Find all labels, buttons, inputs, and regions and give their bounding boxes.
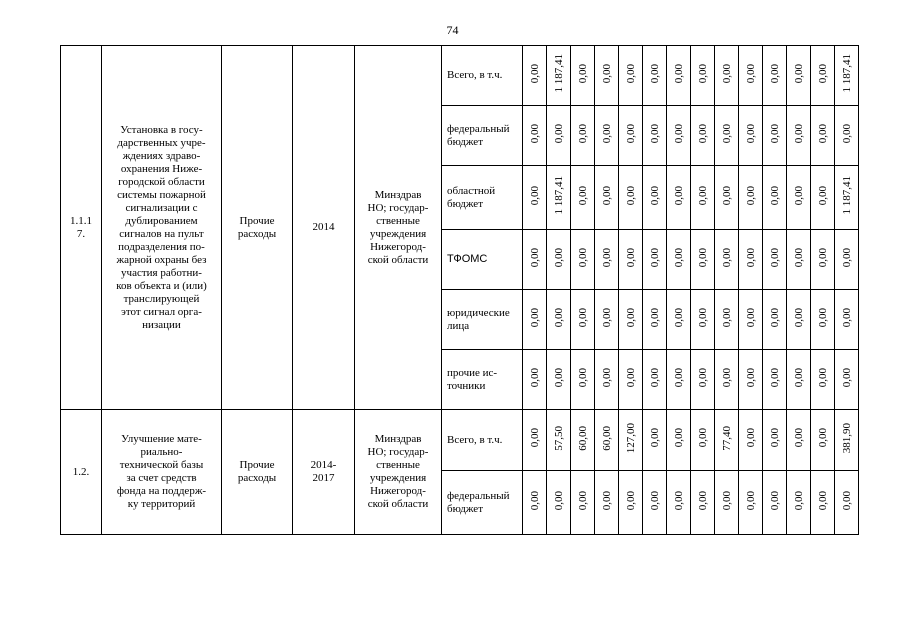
- amount-value: 0,00: [792, 247, 805, 268]
- amount-value: 0,00: [624, 307, 637, 328]
- amount-cell: [595, 106, 619, 166]
- expense-type: [222, 46, 293, 410]
- amount-value: 0,00: [744, 63, 757, 84]
- amount-cell: [547, 166, 571, 230]
- amount-value: 0,00: [696, 247, 709, 268]
- amount-value: 0,00: [624, 185, 637, 206]
- amount-cell: [691, 230, 715, 290]
- amount-cell: [595, 166, 619, 230]
- amount-value: 1 187,41: [552, 54, 565, 93]
- amount-cell: [787, 106, 811, 166]
- amount-cell: [835, 350, 859, 410]
- funding-source-text: Всего, в т.ч.: [447, 433, 503, 446]
- amount-cell: [667, 106, 691, 166]
- amount-value: 0,00: [840, 367, 853, 388]
- amount-value: 0,00: [816, 428, 829, 448]
- amount-cell: [523, 230, 547, 290]
- amount-value: 0,00: [816, 307, 829, 328]
- funding-source: [442, 46, 523, 106]
- amount-value: 0,00: [696, 490, 709, 511]
- amount-value: 0,00: [624, 63, 637, 84]
- amount-cell: [667, 46, 691, 106]
- amount-cell: [523, 46, 547, 106]
- amount-value: 0,00: [528, 367, 541, 388]
- amount-value: 0,00: [552, 490, 565, 511]
- funding-source: [442, 350, 523, 410]
- amount-cell: [787, 166, 811, 230]
- executor-text: Минздрав НО; государ- ственные учреждения Нижегород- ской области: [367, 188, 429, 266]
- amount-cell: [643, 471, 667, 535]
- amount-cell: [739, 471, 763, 535]
- amount-cell: [715, 46, 739, 106]
- amount-value: 0,00: [696, 367, 709, 388]
- amount-value: 0,00: [672, 123, 685, 144]
- amount-cell: [523, 471, 547, 535]
- amount-value: 0,00: [576, 307, 589, 328]
- amount-value: 0,00: [552, 367, 565, 388]
- amount-cell: [571, 471, 595, 535]
- amount-value: 0,00: [648, 63, 661, 84]
- amount-cell: [715, 410, 739, 471]
- amount-cell: [739, 106, 763, 166]
- amount-value: 0,00: [768, 63, 781, 84]
- amount-cell: [811, 106, 835, 166]
- amount-value: 0,00: [528, 185, 541, 206]
- amount-value: 0,00: [576, 367, 589, 388]
- item-code-text: 1.1.1 7.: [70, 214, 92, 240]
- amount-cell: [811, 230, 835, 290]
- amount-cell: [643, 350, 667, 410]
- amount-value: 0,00: [672, 307, 685, 328]
- amount-value: 0,00: [648, 247, 661, 268]
- amount-value: 0,00: [792, 307, 805, 328]
- item-code: [61, 46, 102, 410]
- amount-value: 0,00: [720, 307, 733, 328]
- amount-cell: [691, 350, 715, 410]
- amount-cell: [811, 290, 835, 350]
- amount-value: 381,90: [840, 422, 853, 454]
- amount-value: 0,00: [648, 367, 661, 388]
- amount-value: 1 187,41: [840, 176, 853, 215]
- amount-cell: [739, 410, 763, 471]
- amount-value: 0,00: [792, 63, 805, 84]
- amount-cell: [787, 471, 811, 535]
- amount-value: 0,00: [672, 247, 685, 268]
- amount-cell: [787, 230, 811, 290]
- amount-cell: [571, 410, 595, 471]
- amount-value: 0,00: [624, 247, 637, 268]
- amount-cell: [667, 290, 691, 350]
- amount-value: 0,00: [720, 185, 733, 206]
- implementation-period-text: 2014: [312, 221, 335, 233]
- amount-cell: [787, 350, 811, 410]
- amount-cell: [763, 471, 787, 535]
- amount-value: 0,00: [720, 367, 733, 388]
- amount-cell: [787, 410, 811, 471]
- amount-cell: [643, 230, 667, 290]
- amount-value: 0,00: [744, 490, 757, 511]
- amount-value: 0,00: [840, 247, 853, 268]
- expense-type: [222, 410, 293, 535]
- amount-value: 0,00: [576, 185, 589, 206]
- amount-value: 0,00: [696, 185, 709, 206]
- amount-cell: [619, 290, 643, 350]
- amount-cell: [667, 471, 691, 535]
- amount-value: 0,00: [672, 63, 685, 84]
- amount-value: 77,40: [720, 425, 733, 451]
- amount-value: 0,00: [768, 428, 781, 448]
- amount-value: 0,00: [648, 490, 661, 511]
- funding-source-text: ТФОМС: [447, 253, 488, 265]
- amount-value: 0,00: [672, 185, 685, 206]
- amount-cell: [667, 410, 691, 471]
- amount-cell: [547, 290, 571, 350]
- amount-value: 0,00: [600, 490, 613, 511]
- amount-value: 0,00: [600, 123, 613, 144]
- item-description-text: Улучшение мате- риально- технической базы за счет средств фонда на поддерж- ку территорий: [116, 433, 207, 510]
- amount-value: 0,00: [816, 490, 829, 511]
- amount-cell: [691, 46, 715, 106]
- amount-cell: [835, 106, 859, 166]
- amount-cell: [835, 230, 859, 290]
- amount-value: 0,00: [816, 367, 829, 388]
- expense-type-text: Прочие расходы: [237, 459, 277, 484]
- funding-source: [442, 290, 523, 350]
- amount-value: 0,00: [792, 428, 805, 448]
- amount-cell: [595, 350, 619, 410]
- amount-cell: [763, 46, 787, 106]
- amount-cell: [715, 166, 739, 230]
- amount-cell: [715, 230, 739, 290]
- amount-cell: [619, 350, 643, 410]
- amount-cell: [523, 166, 547, 230]
- amount-cell: [523, 350, 547, 410]
- amount-cell: [547, 46, 571, 106]
- implementation-period: [293, 46, 355, 410]
- amount-cell: [763, 230, 787, 290]
- table-row: [61, 46, 859, 106]
- amount-value: 0,00: [624, 123, 637, 144]
- amount-cell: [571, 106, 595, 166]
- amount-cell: [523, 290, 547, 350]
- item-code-text: 1.2.: [72, 465, 90, 478]
- amount-cell: [571, 350, 595, 410]
- executor: [355, 46, 442, 410]
- amount-value: 0,00: [720, 63, 733, 84]
- amount-cell: [643, 290, 667, 350]
- amount-value: 0,00: [792, 185, 805, 206]
- amount-value: 0,00: [672, 428, 685, 448]
- amount-cell: [763, 350, 787, 410]
- amount-cell: [667, 350, 691, 410]
- funding-source-text: прочие ис- точники: [447, 366, 498, 392]
- amount-value: 0,00: [696, 123, 709, 144]
- amount-value: 0,00: [552, 247, 565, 268]
- amount-cell: [787, 46, 811, 106]
- amount-cell: [619, 410, 643, 471]
- amount-value: 0,00: [720, 490, 733, 511]
- amount-value: 0,00: [600, 367, 613, 388]
- amount-value: 0,00: [744, 123, 757, 144]
- amount-cell: [835, 166, 859, 230]
- amount-cell: [787, 290, 811, 350]
- amount-cell: [739, 350, 763, 410]
- amount-value: 0,00: [528, 307, 541, 328]
- amount-value: 0,00: [768, 490, 781, 511]
- amount-value: 0,00: [720, 123, 733, 144]
- amount-cell: [667, 230, 691, 290]
- item-code: [61, 410, 102, 535]
- amount-cell: [835, 471, 859, 535]
- amount-value: 0,00: [624, 490, 637, 511]
- budget-table: [60, 45, 859, 535]
- implementation-period: [293, 410, 355, 535]
- funding-source-text: юридические лица: [447, 306, 510, 332]
- amount-value: 0,00: [576, 490, 589, 511]
- funding-source-text: федеральный бюджет: [447, 122, 510, 148]
- amount-cell: [571, 290, 595, 350]
- amount-cell: [547, 471, 571, 535]
- amount-cell: [715, 350, 739, 410]
- amount-value: 0,00: [696, 428, 709, 448]
- amount-value: 0,00: [624, 367, 637, 388]
- amount-cell: [523, 106, 547, 166]
- funding-source: [442, 410, 523, 471]
- amount-value: 60,00: [576, 425, 589, 451]
- amount-cell: [691, 471, 715, 535]
- amount-cell: [763, 410, 787, 471]
- item-description: [102, 410, 222, 535]
- amount-value: 0,00: [552, 307, 565, 328]
- amount-value: 0,00: [840, 307, 853, 328]
- amount-value: 0,00: [816, 185, 829, 206]
- amount-value: 0,00: [840, 490, 853, 511]
- amount-cell: [523, 410, 547, 471]
- amount-value: 0,00: [816, 123, 829, 144]
- amount-value: 0,00: [792, 123, 805, 144]
- amount-cell: [811, 46, 835, 106]
- amount-value: 0,00: [840, 123, 853, 144]
- amount-value: 0,00: [696, 63, 709, 84]
- amount-value: 0,00: [600, 247, 613, 268]
- amount-cell: [739, 230, 763, 290]
- implementation-period-text: 2014- 2017: [310, 459, 337, 484]
- amount-value: 0,00: [648, 307, 661, 328]
- amount-cell: [595, 290, 619, 350]
- amount-cell: [547, 350, 571, 410]
- amount-value: 0,00: [744, 247, 757, 268]
- funding-source-text: областной бюджет: [447, 184, 496, 210]
- amount-cell: [571, 230, 595, 290]
- amount-cell: [763, 166, 787, 230]
- amount-value: 0,00: [792, 367, 805, 388]
- executor: [355, 410, 442, 535]
- amount-value: 0,00: [648, 185, 661, 206]
- amount-cell: [811, 410, 835, 471]
- funding-source: [442, 106, 523, 166]
- amount-cell: [643, 46, 667, 106]
- amount-cell: [595, 230, 619, 290]
- amount-cell: [811, 350, 835, 410]
- amount-value: 0,00: [600, 63, 613, 84]
- amount-value: 0,00: [816, 247, 829, 268]
- amount-value: 0,00: [672, 367, 685, 388]
- amount-cell: [835, 290, 859, 350]
- amount-value: 0,00: [576, 247, 589, 268]
- amount-value: 0,00: [648, 123, 661, 144]
- table-row: [61, 410, 859, 471]
- amount-value: 0,00: [552, 123, 565, 144]
- funding-source: [442, 471, 523, 535]
- amount-cell: [571, 46, 595, 106]
- item-description: [102, 46, 222, 410]
- amount-cell: [619, 46, 643, 106]
- amount-cell: [811, 471, 835, 535]
- amount-cell: [691, 166, 715, 230]
- amount-cell: [715, 471, 739, 535]
- amount-value: 0,00: [576, 123, 589, 144]
- amount-cell: [739, 290, 763, 350]
- funding-source-text: федеральный бюджет: [447, 489, 510, 515]
- executor-text: Минздрав НО; государ- ственные учреждения Нижегород- ской области: [367, 433, 429, 510]
- amount-cell: [547, 410, 571, 471]
- amount-value: 127,00: [624, 422, 637, 454]
- expense-type-text: Прочие расходы: [237, 214, 277, 240]
- amount-value: 0,00: [600, 307, 613, 328]
- amount-cell: [667, 166, 691, 230]
- amount-value: 0,00: [768, 307, 781, 328]
- amount-value: 0,00: [528, 247, 541, 268]
- amount-value: 0,00: [744, 367, 757, 388]
- amount-cell: [619, 106, 643, 166]
- amount-cell: [691, 106, 715, 166]
- amount-cell: [619, 230, 643, 290]
- amount-cell: [595, 410, 619, 471]
- amount-value: 0,00: [720, 247, 733, 268]
- page-number: 74: [446, 23, 459, 37]
- amount-cell: [811, 166, 835, 230]
- amount-value: 0,00: [576, 63, 589, 84]
- amount-cell: [643, 106, 667, 166]
- amount-value: 0,00: [768, 123, 781, 144]
- amount-value: 1 187,41: [552, 176, 565, 215]
- amount-value: 0,00: [768, 247, 781, 268]
- amount-value: 0,00: [744, 428, 757, 448]
- amount-cell: [619, 166, 643, 230]
- amount-value: 0,00: [816, 63, 829, 84]
- amount-value: 57,50: [552, 425, 565, 451]
- amount-cell: [691, 410, 715, 471]
- amount-value: 0,00: [528, 490, 541, 511]
- amount-cell: [595, 471, 619, 535]
- amount-value: 0,00: [744, 185, 757, 206]
- amount-cell: [643, 410, 667, 471]
- amount-cell: [715, 106, 739, 166]
- amount-cell: [835, 410, 859, 471]
- amount-cell: [739, 46, 763, 106]
- amount-cell: [619, 471, 643, 535]
- funding-source: [442, 230, 523, 290]
- amount-value: 0,00: [768, 185, 781, 206]
- amount-value: 0,00: [648, 428, 661, 448]
- amount-value: 0,00: [768, 367, 781, 388]
- amount-cell: [595, 46, 619, 106]
- amount-value: 0,00: [528, 428, 541, 448]
- amount-value: 0,00: [792, 490, 805, 511]
- amount-value: 0,00: [528, 123, 541, 144]
- amount-cell: [835, 46, 859, 106]
- amount-value: 0,00: [696, 307, 709, 328]
- item-description-text: Установка в госу- дарственных учре- ждениях здраво- охранения Ниже- городской области системы пожарной сигнализации с дублированием сигналов на пульт подразделения по- жарной охраны без участия работни- ков объекта и (или) транслирующей этот сигнал орга- низации: [116, 123, 207, 331]
- amount-cell: [571, 166, 595, 230]
- amount-value: 1 187,41: [840, 54, 853, 93]
- amount-cell: [547, 230, 571, 290]
- amount-cell: [763, 290, 787, 350]
- funding-source-text: Всего, в т.ч.: [447, 69, 503, 81]
- amount-cell: [547, 106, 571, 166]
- amount-value: 0,00: [672, 490, 685, 511]
- amount-cell: [763, 106, 787, 166]
- amount-value: 0,00: [744, 307, 757, 328]
- funding-source: [442, 166, 523, 230]
- amount-cell: [643, 166, 667, 230]
- amount-value: 0,00: [528, 63, 541, 84]
- amount-value: 60,00: [600, 425, 613, 451]
- amount-value: 0,00: [600, 185, 613, 206]
- amount-cell: [715, 290, 739, 350]
- amount-cell: [739, 166, 763, 230]
- amount-cell: [691, 290, 715, 350]
